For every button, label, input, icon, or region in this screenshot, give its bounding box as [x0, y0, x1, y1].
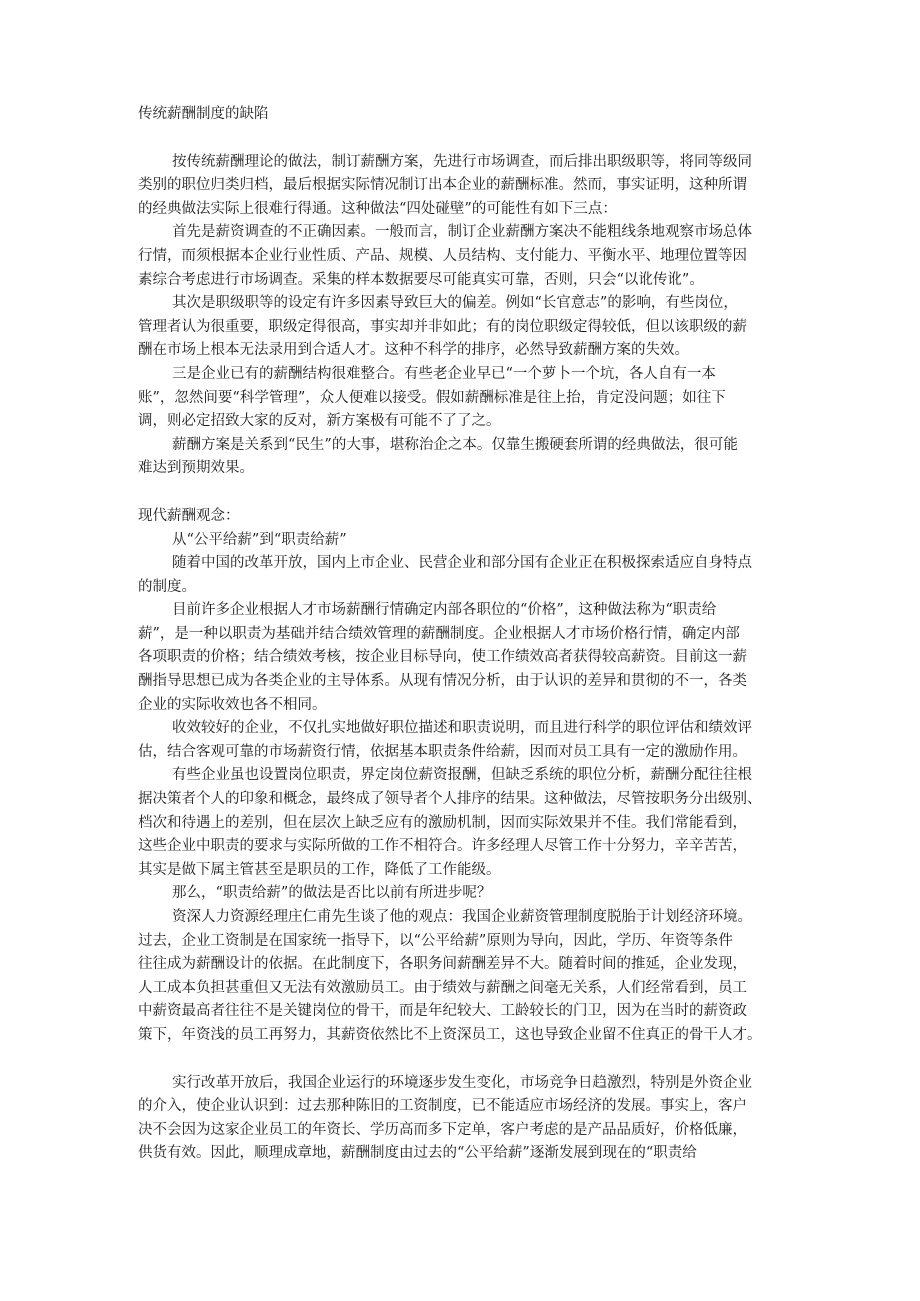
document-page	[138, 103, 783, 1166]
section-subtitle: 从“公平给薪”到“职责给薪”	[172, 531, 347, 548]
text-line: 管理者认为很重要，职级定得很高，事实却并非如此；有的岗位职级定得较低，但以该职级的薪	[138, 318, 747, 335]
text-line: 薪”，是一种以职责为基础并结合绩效管理的薪酬制度。企业根据人才市场价格行情，确定内部	[138, 625, 740, 642]
paragraph-point-two	[138, 292, 783, 363]
text-line: 实行改革开放后，我国企业运行的环境逐步发生变化，市场竞争日趋激烈，特别是外资企业	[172, 1074, 752, 1091]
text-line: 据决策者个人的印象和概念，最终成了领导者个人排序的结果。这种做法，尽管按职务分出级别、	[138, 791, 762, 808]
paragraph-weak-firms	[138, 764, 783, 882]
paragraph-traditional-intro	[138, 151, 783, 222]
text-line: 素综合考虑进行市场调查。采集的样本数据要尽可能真实可靠，否则，只会“以讹传讹”。	[138, 271, 704, 288]
text-line: 档次和待遇上的差别，但在层次上缺乏应有的激励机制，因而实际效果并不佳。我们常能看到，	[138, 814, 747, 831]
text-line: 调，则必定招致大家的反对，新方案极有可能不了了之。	[138, 413, 501, 430]
text-line: 那么，“职责给薪”的做法是否比以前有所进步呢？	[172, 885, 492, 902]
text-line: 的制度。	[138, 578, 196, 595]
paragraph-traditional-conclusion	[138, 434, 783, 481]
text-line: 酬指导思想已成为各类企业的主导体系。从现有情况分析，由于认识的差异和贯彻的不一，各类	[138, 673, 747, 690]
text-line: 薪酬方案是关系到“民生”的大事，堪称治企之本。仅靠生搬硬套所谓的经典做法，很可能	[172, 436, 738, 453]
text-line: 中薪资最高者往往不是关键岗位的骨干，而是年纪较大、工龄较长的门卫，因为在当时的薪资政	[138, 1003, 747, 1020]
text-line: 按传统薪酬理论的做法，制订薪酬方案，先进行市场调查，而后排出职级职等，将同等级同	[172, 153, 752, 170]
text-line: 其次是职级职等的设定有许多因素导致巨大的偏差。例如“长官意志”的影响，有些岗位，	[172, 295, 738, 312]
text-line: 随着中国的改革开放，国内上市企业、民营企业和部分国有企业正在积极探索适应自身特点	[172, 555, 752, 572]
text-line: 收效较好的企业，不仅扎实地做好职位描述和职责说明，而且进行科学的职位评估和绩效评	[172, 720, 752, 737]
paragraph-duty-pay	[138, 599, 783, 717]
spacer	[138, 127, 783, 151]
section-title-modern: 现代薪酬观念：	[138, 507, 240, 524]
text-line: 难达到预期效果。	[138, 460, 254, 477]
paragraph-reform	[138, 1072, 783, 1166]
text-line: 类别的职位归类归档，最后根据实际情况制订出本企业的薪酬标准。然而，事实证明，这种所谓	[138, 177, 747, 194]
text-line: 有些企业虽也设置岗位职责，界定岗位薪资报酬，但缺乏系统的职位分析，薪酬分配往往根	[172, 767, 752, 784]
text-line: 这些企业中职责的要求与实际所做的工作不相符合。许多经理人尽管工作十分努力，辛辛苦苦，	[138, 838, 747, 855]
text-line: 企业的实际收效也各不相同。	[138, 696, 327, 713]
paragraph-point-one	[138, 221, 783, 292]
text-line: 过去，企业工资制是在国家统一指导下，以“公平给薪”原则为导向，因此，学历、年资等条件	[138, 932, 733, 949]
text-line: 的经典做法实际上很难行得通。这种做法“四处碰壁”的可能性有如下三点：	[138, 200, 617, 217]
section-title-traditional: 传统薪酬制度的缺陷	[138, 106, 269, 122]
spacer	[138, 1048, 783, 1072]
text-line: 其实是做下属主管甚至是职员的工作，降低了工作能级。	[138, 861, 501, 878]
text-line: 各项职责的价格；结合绩效考核，按企业目标导向，使工作绩效高者获得较高薪资。目前这一薪	[138, 649, 747, 666]
text-line: 资深人力资源经理庄仁甫先生谈了他的观点：我国企业薪资管理制度脱胎于计划经济环境。	[172, 909, 752, 925]
paragraph-question	[138, 882, 783, 906]
text-line: 酬在市场上根本无法录用到合适人才。这种不科学的排序，必然导致薪酬方案的失效。	[138, 342, 689, 359]
paragraph-effective-firms	[138, 717, 783, 764]
text-line: 供货有效。因此，顺理成章地，薪酬制度由过去的“公平给薪”逐渐发展到现在的“职责给	[138, 1145, 697, 1162]
paragraph-expert-view	[138, 906, 783, 1048]
text-line: 的介入，使企业认识到：过去那种陈旧的工资制度，已不能适应市场经济的发展。事实上，客户	[138, 1098, 747, 1115]
text-line: 估，结合客观可靠的市场薪资行情，依据基本职责条件给薪，因而对员工具有一定的激励作用。	[138, 743, 747, 760]
spacer	[138, 481, 783, 505]
paragraph-point-three	[138, 363, 783, 434]
text-line: 往往成为薪酬设计的依据。在此制度下，各职务间薪酬差异不大。随着时间的推延，企业发现，	[138, 956, 747, 973]
text-line: 行情，而须根据本企业行业性质、产品、规模、人员结构、支付能力、平衡水平、地理位置等因	[138, 247, 747, 264]
text-line: 首先是薪资调查的不正确因素。一般而言，制订企业薪酬方案决不能粗线条地观察市场总体	[172, 224, 752, 241]
paragraph-modern-intro	[138, 552, 783, 599]
text-line: 策下，年资浅的员工再努力，其薪资依然比不上资深员工，这也导致企业留不住真正的骨干人才。	[138, 1026, 762, 1043]
text-line: 三是企业已有的薪酬结构很难整合。有些老企业早已“一个萝卜一个坑，各人自有一本	[172, 365, 716, 382]
text-line: 账”，忽然间要“科学管理”，众人便难以接受。假如薪酬标准是往上抬，肯定没问题；如往下	[138, 389, 726, 406]
text-line: 目前许多企业根据人才市场薪酬行情确定内部各职位的“价格”，这种做法称为“职责给	[172, 602, 717, 619]
text-line: 决不会因为这家企业员工的年资长、学历高而多下定单，客户考虑的是产品品质好，价格低廉，	[138, 1121, 747, 1138]
text-line: 人工成本负担甚重但又无法有效激励员工。由于绩效与薪酬之间毫无关系，人们经常看到，员工	[138, 979, 747, 996]
